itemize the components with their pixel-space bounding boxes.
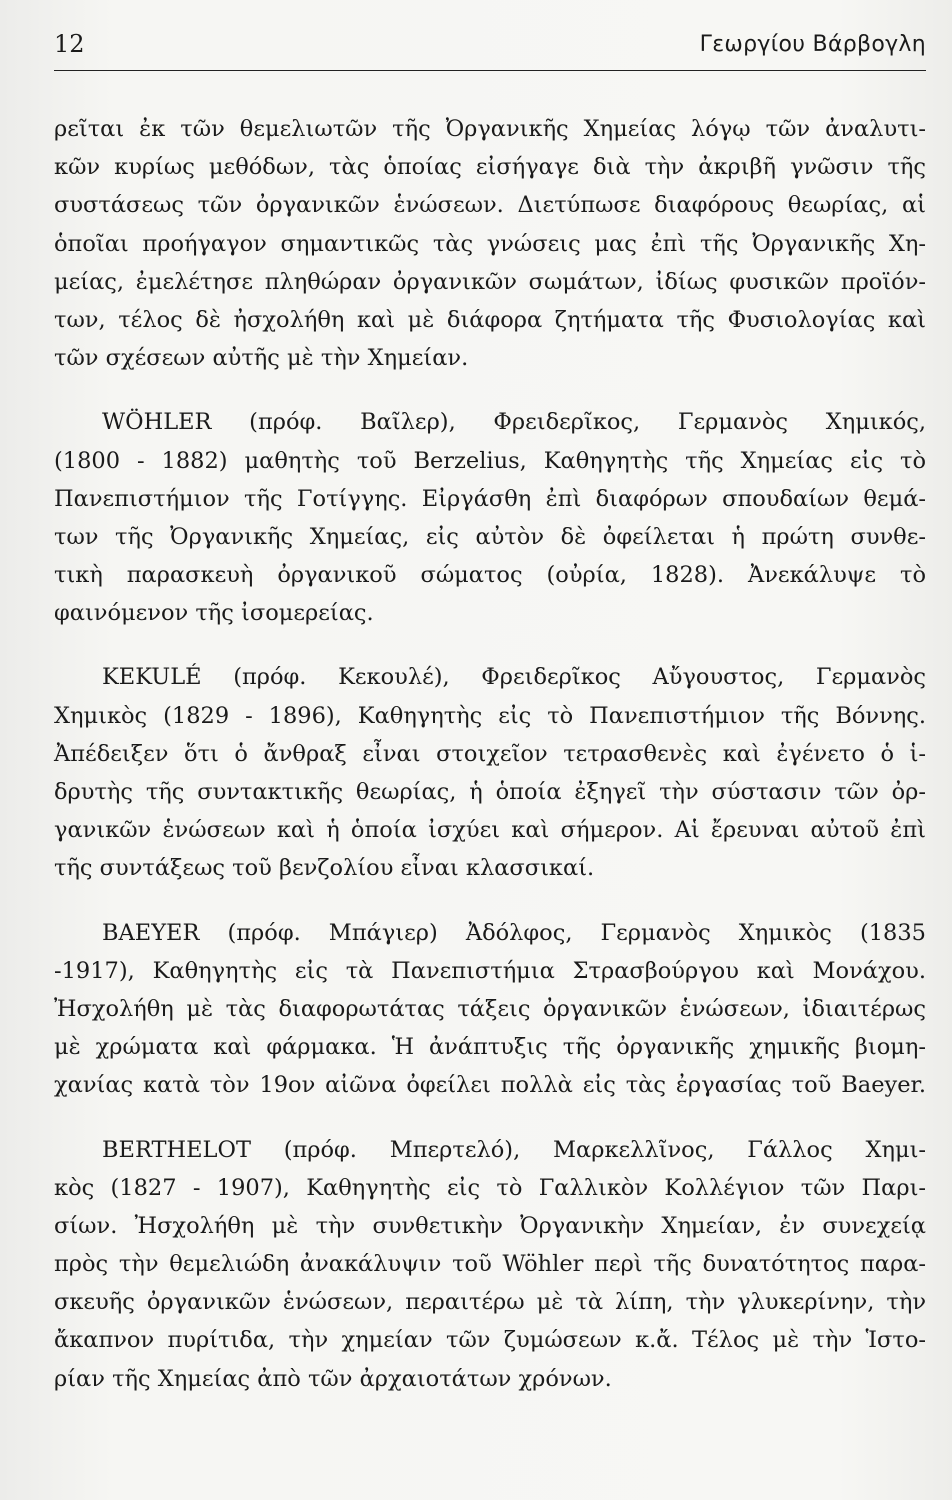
- paragraph-gap: [54, 377, 926, 403]
- page-number: 12: [54, 30, 85, 58]
- text-line: των τῆς Ὀργανικῆς Χημείας, εἰς αὐτὸν δὲ ὀφείλεται ἡ πρώτη συνθε-: [54, 523, 926, 550]
- text-line: κὸς (1827 - 1907), Καθηγητὴς εἰς τὸ Γαλλικὸν Κολλέγιον τῶν Παρι-: [54, 1174, 926, 1201]
- paragraph-gap: [54, 1105, 926, 1131]
- text-line: μὲ χρώματα καὶ φάρμακα. Ἡ ἀνάπτυξις τῆς ὀργανικῆς χημικῆς βιομη-: [54, 1034, 926, 1061]
- text-line: των, τέλος δὲ ἠσχολήθη καὶ μὲ διάφορα ζητήματα τῆς Φυσιολογίας καὶ: [54, 306, 926, 333]
- text-line: ὁποῖαι προήγαγον σημαντικῶς τὰς γνώσεις μας ἐπὶ τῆς Ὀργανικῆς Χη-: [54, 230, 926, 257]
- text-line: ρίαν τῆς Χημείας ἀπὸ τῶν ἀρχαιοτάτων χρόνων.: [54, 1365, 612, 1392]
- header-rule: [54, 70, 926, 71]
- text-line: (1800 - 1882) μαθητὴς τοῦ Berzelius, Καθηγητὴς τῆς Χημείας εἰς τὸ: [54, 447, 926, 474]
- page-header: [54, 26, 926, 66]
- paragraph-berthelot: [54, 1131, 926, 1398]
- text-line: τικὴ παρασκευὴ ὀργανικοῦ σώματος (οὐρία, 1828). Ἀνεκάλυψε τὸ: [54, 562, 926, 589]
- text-line: ἄκαπνον πυρίτιδα, τὴν χημείαν τῶν ζυμώσεων κ.ἄ. Τέλος μὲ τὴν Ἱστο-: [54, 1327, 926, 1354]
- text-line: Πανεπιστήμιον τῆς Γοτίγγης. Εἰργάσθη ἐπὶ διαφόρων σπουδαίων θεμά-: [54, 485, 926, 512]
- text-line: KEKULÉ (πρόφ. Κεκουλέ), Φρειδερῖκος Αὔγουστος, Γερμανὸς: [102, 664, 926, 691]
- text-line: τῆς συντάξεως τοῦ βενζολίου εἶναι κλασσικαί.: [54, 855, 595, 882]
- text-line: μείας, ἐμελέτησε πληθώραν ὀργανικῶν σωμάτων, ἰδίως φυσικῶν προϊόν-: [54, 268, 926, 295]
- text-line: χανίας κατὰ τὸν 19ον αἰῶνα ὀφείλει πολλὰ εἰς τὰς ἐργασίας τοῦ Baeyer.: [54, 1072, 926, 1099]
- text-line: συστάσεως τῶν ὀργανικῶν ἑνώσεων. Διετύπωσε διαφόρους θεωρίας, αἱ: [54, 192, 926, 219]
- text-line: WÖHLER (πρόφ. Βαῖλερ), Φρειδερῖκος, Γερμανὸς Χημικός,: [102, 409, 926, 436]
- paragraph-gap: [54, 888, 926, 914]
- paragraph-baeyer: [54, 914, 926, 1105]
- text-line: Ἀπέδειξεν ὅτι ὁ ἄνθραξ εἶναι στοιχεῖον τετρασθενὲς καὶ ἐγένετο ὁ ἱ-: [54, 740, 926, 767]
- paragraph-gap: [54, 632, 926, 658]
- text-line: γανικῶν ἑνώσεων καὶ ἡ ὁποία ἰσχύει καὶ σήμερον. Αἱ ἔρευναι αὐτοῦ ἐπὶ: [54, 817, 926, 844]
- paragraph-continuation: [54, 110, 926, 377]
- text-line: φαινόμενον τῆς ἰσομερείας.: [54, 600, 374, 627]
- text-line: Χημικὸς (1829 - 1896), Καθηγητὴς εἰς τὸ Πανεπιστήμιον τῆς Βόννης.: [54, 702, 926, 729]
- text-line: σκευῆς ὀργανικῶν ἑνώσεων, περαιτέρω μὲ τὰ λίπη, τὴν γλυκερίνην, τὴν: [54, 1289, 926, 1316]
- text-line: τῶν σχέσεων αὐτῆς μὲ τὴν Χημείαν.: [54, 345, 469, 372]
- text-line: πρὸς τὴν θεμελιώδη ἀνακάλυψιν τοῦ Wöhler περὶ τῆς δυνατότητος παρα-: [54, 1251, 926, 1278]
- text-line: -1917), Καθηγητὴς εἰς τὰ Πανεπιστήμια Στρασβούργου καὶ Μονάχου.: [54, 957, 926, 984]
- text-line: BAEYER (πρόφ. Μπάγιερ) Ἀδόλφος, Γερμανὸς Χημικὸς (1835: [102, 919, 926, 946]
- paragraph-kekule: [54, 658, 926, 887]
- running-head: Γεωργίου Βάρβογλη: [699, 32, 926, 57]
- text-line: Ἠσχολήθη μὲ τὰς διαφορωτάτας τάξεις ὀργανικῶν ἑνώσεων, ἰδιαιτέρως: [54, 995, 926, 1022]
- paragraph-wohler: [54, 403, 926, 632]
- text-line: σίων. Ἠσχολήθη μὲ τὴν συνθετικὴν Ὀργανικὴν Χημείαν, ἐν συνεχείᾳ: [54, 1212, 926, 1239]
- text-line: ρεῖται ἐκ τῶν θεμελιωτῶν τῆς Ὀργανικῆς Χημείας λόγῳ τῶν ἀναλυτι-: [54, 116, 926, 142]
- text-line: δρυτὴς τῆς συντακτικῆς θεωρίας, ἡ ὁποία ἐξηγεῖ τὴν σύστασιν τῶν ὀρ-: [54, 779, 926, 805]
- body-text: [54, 110, 926, 1398]
- text-line: κῶν κυρίως μεθόδων, τὰς ὁποίας εἰσήγαγε διὰ τὴν ἀκριβῆ γνῶσιν τῆς: [54, 154, 926, 181]
- text-line: BERTHELOT (πρόφ. Μπερτελό), Μαρκελλῖνος, Γάλλος Χημι-: [102, 1136, 926, 1163]
